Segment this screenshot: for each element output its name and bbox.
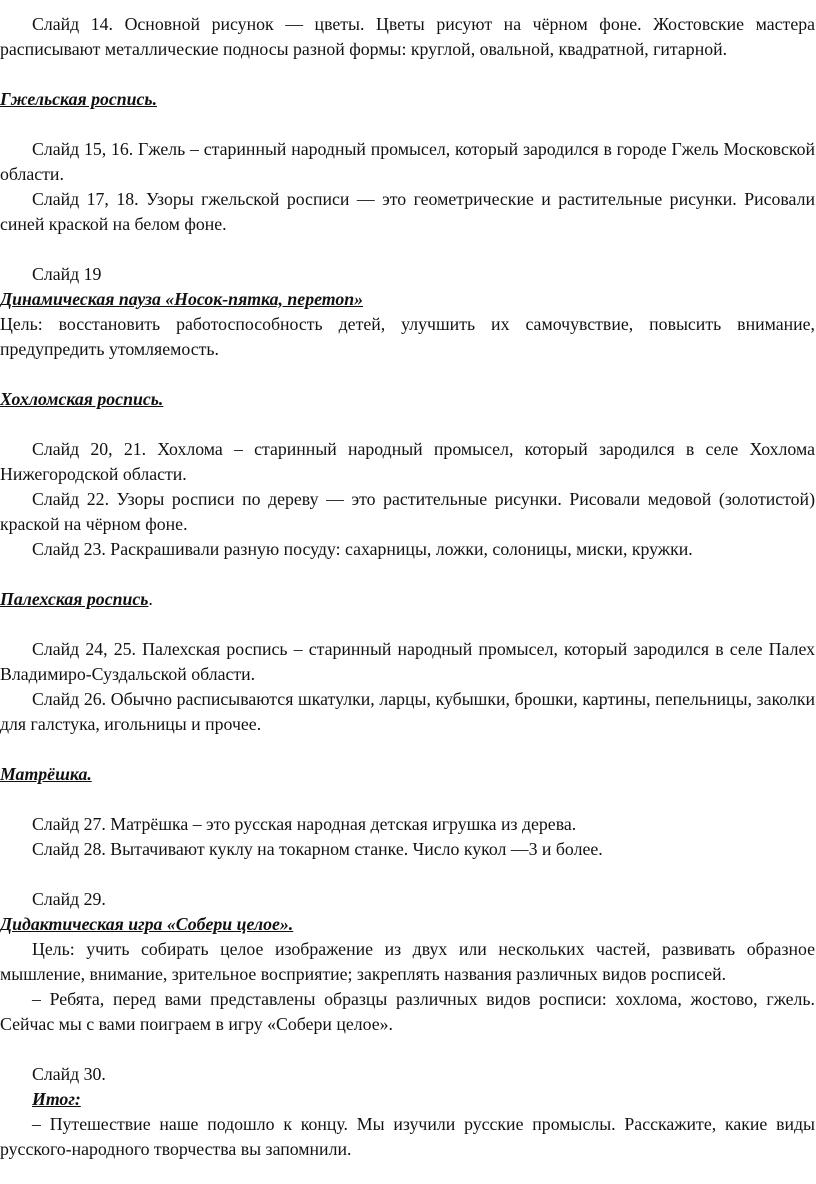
paragraph-final: – Путешествие наше подошло к концу. Мы изучили русские промыслы. Расскажите, какие виды русского-народного творчества вы запомнили. [0, 1114, 815, 1159]
paragraph-slide-17: Слайд 17, 18. Узоры гжельской росписи — это геометрические и растительные рисунки. Рисовали синей краской на белом фоне. [0, 189, 815, 234]
heading-matryoshka: Матрёшка. [0, 764, 92, 784]
heading-palekh-line [0, 587, 815, 612]
heading-palekh: Палехская роспись [0, 589, 149, 609]
spacer [0, 62, 815, 87]
paragraph-slide-20: Слайд 20, 21. Хохлома – старинный народный промысел, который зародился в селе Хохлома Нижегородской области. [0, 439, 815, 484]
paragraph-game-goal: Цель: учить собирать целое изображение из двух или нескольких частей, развивать образное мышление, внимание, зрительное восприятие; закреплять названия различных видов росписей. [0, 939, 815, 984]
spacer [0, 862, 815, 887]
spacer [0, 1037, 815, 1062]
heading-didactic-game: Дидактическая игра «Собери целое». [0, 914, 294, 934]
spacer [0, 737, 815, 762]
spacer [0, 612, 815, 637]
paragraph-slide-30: Слайд 30. [32, 1064, 106, 1084]
spacer [0, 787, 815, 812]
paragraph-slide-28: Слайд 28. Вытачивают куклу на токарном станке. Число кукол —3 и более. [32, 839, 603, 859]
heading-dynamic-pause: Динамическая пауза «Носок-пятка, перетоп» [0, 289, 364, 309]
spacer [0, 112, 815, 137]
paragraph-slide-26: Слайд 26. Обычно расписываются шкатулки, ларцы, кубышки, брошки, картины, пепельницы, заколки для галстука, игольницы и прочее. [0, 689, 815, 734]
spacer [0, 237, 815, 262]
heading-palekh-dot: . [148, 589, 153, 609]
heading-itog: Итог: [32, 1089, 81, 1109]
heading-khokhloma: Хохломская роспись. [0, 389, 164, 409]
paragraph-slide-27: Слайд 27. Матрёшка – это русская народная детская игрушка из дерева. [32, 814, 577, 834]
paragraph-slide-23: Слайд 23. Раскрашивали разную посуду: сахарницы, ложки, солоницы, миски, кружки. [32, 539, 693, 559]
paragraph-slide-22: Слайд 22. Узоры росписи по дереву — это растительные рисунки. Рисовали медовой (золотистой) краской на чёрном фоне. [0, 489, 815, 534]
paragraph-slide-14: Слайд 14. Основной рисунок — цветы. Цветы рисуют на чёрном фоне. Жостовские мастера расписывают металлические подносы разной формы: круглой, овальной, квадратной, гитарной. [0, 14, 815, 59]
paragraph-pause-goal: Цель: восстановить работоспособность детей, улучшить их самочувствие, повысить внимание, предупредить утомляемость. [0, 314, 815, 359]
paragraph-slide-19: Слайд 19 [32, 264, 102, 284]
heading-gzhel: Гжельская роспись. [0, 89, 158, 109]
spacer [0, 362, 815, 387]
spacer [0, 412, 815, 437]
paragraph-slide-29: Слайд 29. [32, 889, 106, 909]
paragraph-slide-24: Слайд 24, 25. Палехская роспись – старинный народный промысел, который зародился в селе Палех Владимиро-Суздальской области. [0, 639, 815, 684]
spacer [0, 562, 815, 587]
paragraph-slide-15: Слайд 15, 16. Гжель – старинный народный промысел, который зародился в городе Гжель Московской области. [0, 139, 815, 184]
paragraph-kids-intro: – Ребята, перед вами представлены образцы различных видов росписи: хохлома, жостово, гжель. Сейчас мы с вами поиграем в игру «Собери целое». [0, 989, 815, 1034]
